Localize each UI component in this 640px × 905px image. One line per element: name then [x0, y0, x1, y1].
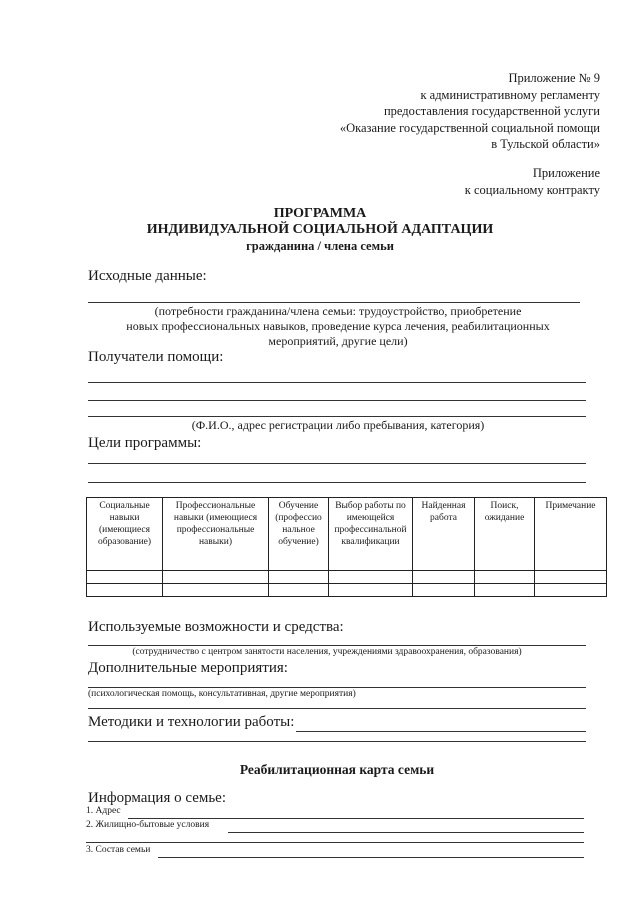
table-row [87, 584, 607, 597]
initial-data-hint-1: (потребности гражданина/члена семьи: трудоустройство, приобретение [154, 304, 522, 318]
recipients-line-2 [88, 400, 586, 401]
table-cell[interactable] [163, 584, 269, 597]
table-cell[interactable] [535, 584, 607, 597]
appendix-line-5: в Тульской области» [491, 137, 600, 151]
contract-appendix-block [465, 165, 600, 198]
header-found-job: Найденная работа [413, 498, 475, 571]
contract-appendix-label: Приложение [532, 166, 600, 180]
appendix-line-3: предоставления государственной услуги [383, 104, 600, 118]
table-cell[interactable] [475, 584, 535, 597]
title-adaptation: ИНДИВИДУАЛЬНОЙ СОЦИАЛЬНОЙ АДАПТАЦИИ [146, 222, 494, 237]
header-professional-skills: Профессиональные навыки (имеющиеся профессиональные навыки) [163, 498, 269, 571]
initial-data-line [88, 302, 580, 303]
family-composition-label: 3. Состав семьи [86, 845, 151, 855]
table-cell[interactable] [269, 584, 329, 597]
methods-line-2 [88, 741, 586, 742]
extra-activities-line [88, 687, 586, 688]
initial-data-label: Исходные данные: [88, 268, 207, 284]
family-living-conditions-line[interactable] [228, 832, 584, 833]
family-extra-line [86, 842, 584, 843]
methods-label: Методики и технологии работы: [88, 714, 295, 730]
header-search-waiting: Поиск, ожидание [475, 498, 535, 571]
contract-appendix-line-2: к социальному контракту [464, 182, 600, 197]
header-note: Примечание [535, 498, 607, 571]
recipients-hint: (Ф.И.О., адрес регистрации либо пребывания, категория) [191, 418, 485, 432]
recipients-line-1 [88, 382, 586, 383]
family-info-label: Информация о семье: [88, 790, 227, 806]
resources-label: Используемые возможности и средства: [88, 619, 344, 635]
header-job-choice: Выбор работы по имеющейся профессинальной квалификации [329, 498, 413, 571]
appendix-number: Приложение № 9 [508, 71, 600, 85]
recipients-label: Получатели помощи: [88, 349, 224, 365]
table-cell[interactable] [475, 571, 535, 584]
table-cell[interactable] [535, 571, 607, 584]
table-cell[interactable] [413, 571, 475, 584]
appendix-block [340, 70, 600, 153]
initial-data-hint-2: новых профессиональных навыков, проведение курса лечения, реабилитационных [126, 319, 550, 333]
table-cell[interactable] [87, 584, 163, 597]
table-cell[interactable] [329, 584, 413, 597]
header-training: Обучение (профессио нальное обучение) [269, 498, 329, 571]
extra-activities-hint: (психологическая помощь, консультативная, другие мероприятия) [88, 689, 356, 699]
table-header-row [87, 498, 607, 571]
document-title [0, 206, 640, 254]
initial-data-hint-3: мероприятий, другие цели) [268, 334, 408, 348]
title-program: ПРОГРАММА [273, 206, 367, 221]
appendix-line-2: к административному регламенту [420, 87, 600, 102]
recipients-line-3 [88, 416, 586, 417]
table-cell[interactable] [329, 571, 413, 584]
appendix-line-4: «Оказание государственной социальной помощи [339, 120, 600, 135]
goals-line-1 [88, 463, 586, 464]
family-living-conditions-label: 2. Жилищно-бытовые условия [86, 820, 210, 830]
family-address-line[interactable] [128, 818, 584, 819]
initial-data-hint [88, 304, 588, 349]
extra-activities-label: Дополнительные мероприятия: [88, 660, 288, 676]
adaptation-table [86, 497, 607, 597]
table-cell[interactable] [87, 571, 163, 584]
table-cell[interactable] [413, 584, 475, 597]
table-cell[interactable] [163, 571, 269, 584]
resources-line [88, 645, 586, 646]
rehab-card-title: Реабилитационная карта семьи [239, 762, 435, 777]
table-row [87, 571, 607, 584]
header-social-skills: Социальные навыки (имеющиеся образование) [87, 498, 163, 571]
family-address-label: 1. Адрес [86, 806, 121, 816]
table-cell[interactable] [269, 571, 329, 584]
goals-label: Цели программы: [88, 435, 202, 451]
resources-hint: (сотрудничество с центром занятости населения, учреждениями здравоохранения, образования) [132, 647, 522, 657]
goals-line-2 [88, 482, 586, 483]
title-citizen: гражданина / члена семьи [246, 239, 394, 253]
family-composition-line[interactable] [158, 857, 584, 858]
extra-activities-line-2 [88, 708, 586, 709]
methods-line-1 [296, 731, 586, 732]
